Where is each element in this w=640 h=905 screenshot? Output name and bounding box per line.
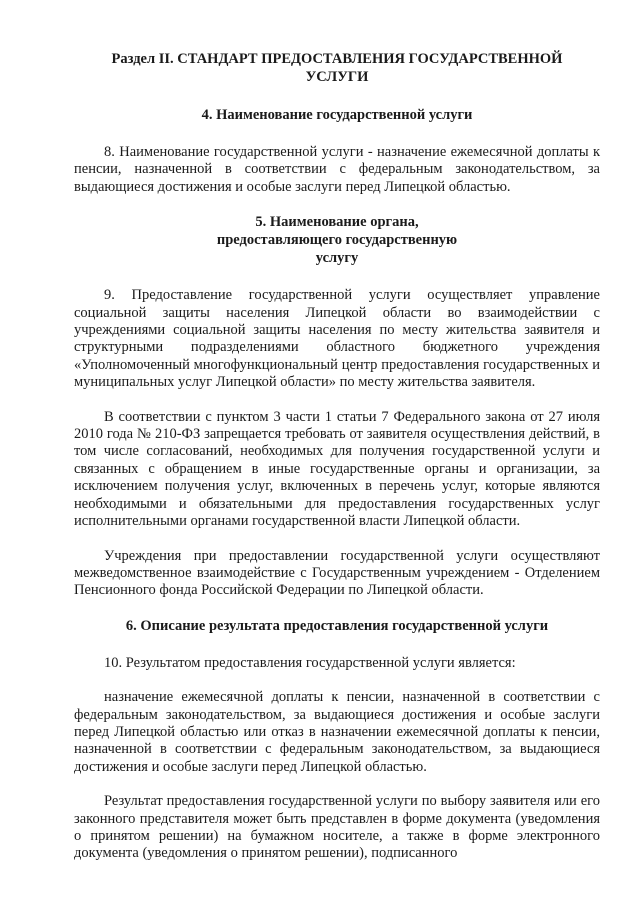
heading-4: 4. Наименование государственной услуги (201, 107, 473, 123)
paragraph-form: Результат предоставления государственной услуги по выбору заявителя или его законного представителя может быть представлен в форме документа (уведомления о принятом решении) на бумажном носителе, а также в форме электронного документа (уведомления о принятом решении), подписанного (74, 793, 600, 862)
section-title: Раздел II. СТАНДАРТ ПРЕДОСТАВЛЕНИЯ ГОСУДАРСТВЕННОЙ УСЛУГИ (111, 51, 563, 85)
paragraph-law: В соответствии с пунктом 3 части 1 статьи 7 Федерального закона от 27 июля 2010 года № 210-ФЗ запрещается требовать от заявителя осуществления действий, в том числе согласований, необходимых для получения государственной услуги и связанных с обращением в иные государственные органы и организации, за исключением получения услуг, включенных в перечень услуг, которые являются необходимыми и обязательными для предоставления государственных услуг исполнительными органами государственной власти Липецкой области. (74, 408, 600, 530)
heading-5: 5. Наименование органа, предоставляющего государственную услугу (216, 214, 458, 267)
paragraph-10: 10. Результатом предоставления государственной услуги является: (104, 654, 516, 671)
heading-6: 6. Описание результата предоставления государственной услуги (125, 617, 549, 634)
paragraph-interaction: Учреждения при предоставлении государственной услуги осуществляют межведомственное взаимодействие с Государственным учреждением - Отделением Пенсионного фонда Российской Федерации по Липецкой области. (74, 547, 600, 599)
paragraph-result: назначение ежемесячной доплаты к пенсии, назначенной в соответствии с федеральным законодательством, за выдающиеся достижения и особые заслуги перед Липецкой областью или отказ в назначении ежемесячной доплаты к пенсии, назначенной в соответствии с федеральным законодательством, за выдающиеся достижения и особые заслуги перед Липецкой областью. (74, 689, 600, 775)
paragraph-9: 9. Предоставление государственной услуги осуществляет управление социальной защиты населения Липецкой области во взаимодействии с учреждениями социальной защиты населения по месту жительства заявителя и структурными подразделениями областного бюджетного учреждения «Уполномоченный многофункциональный центр предоставления государственных и муниципальных услуг Липецкой области» по месту жительства заявителя. (74, 287, 600, 391)
paragraph-8: 8. Наименование государственной услуги - назначение ежемесячной доплаты к пенсии, назначенной в соответствии с федеральным законодательством, за выдающиеся достижения и особые заслуги перед Липецкой областью. (74, 144, 600, 195)
